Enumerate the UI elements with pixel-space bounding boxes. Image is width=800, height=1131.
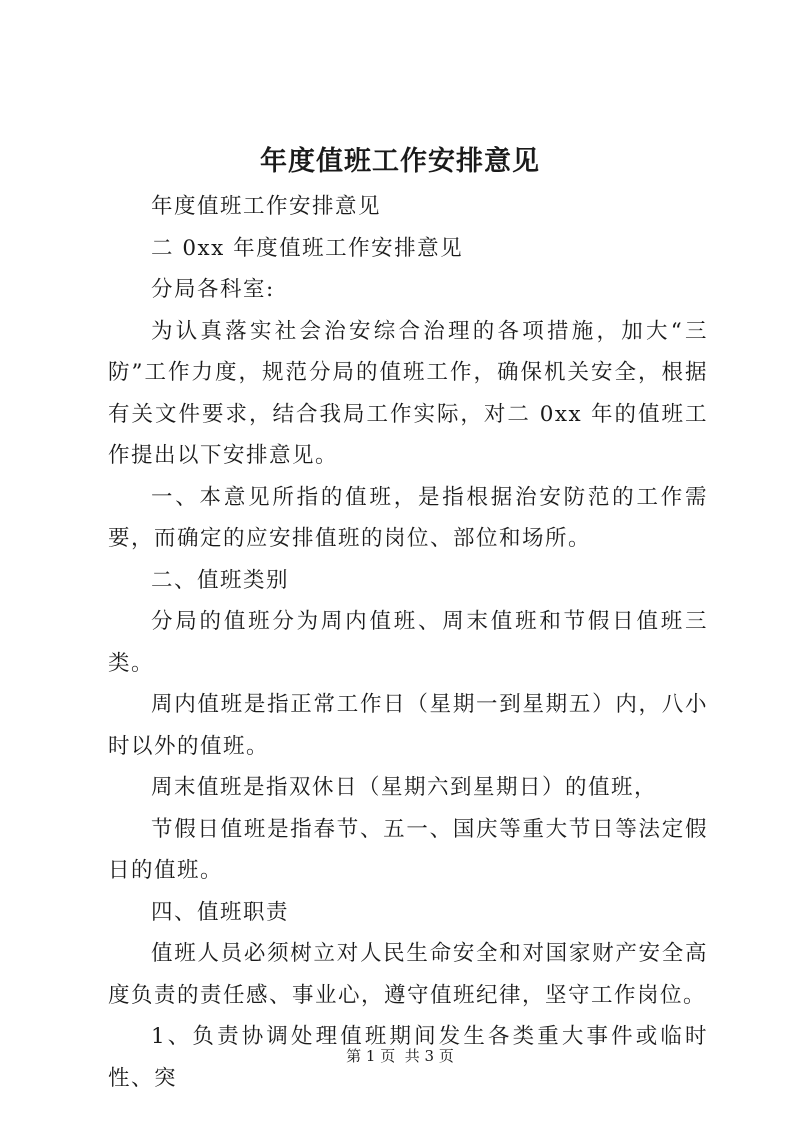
paragraph-duty-responsibility: 值班人员必须树立对人民生命安全和对国家财产安全高度负责的责任感、事业心，遵守值班纪律，坚守工作岗位。 — [108, 941, 708, 1008]
paragraph-duty-types: 分局的值班分为周内值班、周末值班和节假日值班三类。 — [108, 609, 708, 676]
paragraph-weekday-duty: 周内值班是指正常工作日（星期一到星期五）内，八小时以外的值班。 — [108, 692, 708, 759]
paragraph-salutation: 分局各科室: — [151, 277, 275, 302]
paragraph-section-1: 一、本意见所指的值班，是指根据治安防范的工作需要，而确定的应安排值班的岗位、部位和场所。 — [108, 484, 708, 551]
paragraph-year-title: 二 0xx 年度值班工作安排意见 — [151, 235, 464, 261]
document-title: 年度值班工作安排意见 — [260, 146, 540, 177]
paragraph-weekend-duty: 周末值班是指双休日（星期六到星期日）的值班， — [151, 775, 658, 800]
page-number-label: 第 1 页 共 3 页 — [346, 1047, 454, 1065]
document-body — [108, 186, 708, 1099]
paragraph-holiday-duty: 节假日值班是指春节、五一、国庆等重大节日等法定假日的值班。 — [108, 816, 708, 883]
paragraph-section-2-heading: 二、值班类别 — [151, 567, 290, 593]
paragraph-item-1: 1、负责协调处理值班期间发生各类重大事件或临时性、突 — [108, 1024, 708, 1091]
page-footer — [0, 1046, 800, 1066]
paragraph-intro: 为认真落实社会治安综合治理的各项措施，加大“三防”工作力度，规范分局的值班工作，确保机关安全，根据有关文件要求，结合我局工作实际，对二 0xx 年的值班工作提出以下安排意见。 — [108, 318, 708, 468]
paragraph-section-4-heading: 四、值班职责 — [151, 899, 290, 925]
paragraph-subtitle: 年度值班工作安排意见 — [151, 194, 382, 219]
